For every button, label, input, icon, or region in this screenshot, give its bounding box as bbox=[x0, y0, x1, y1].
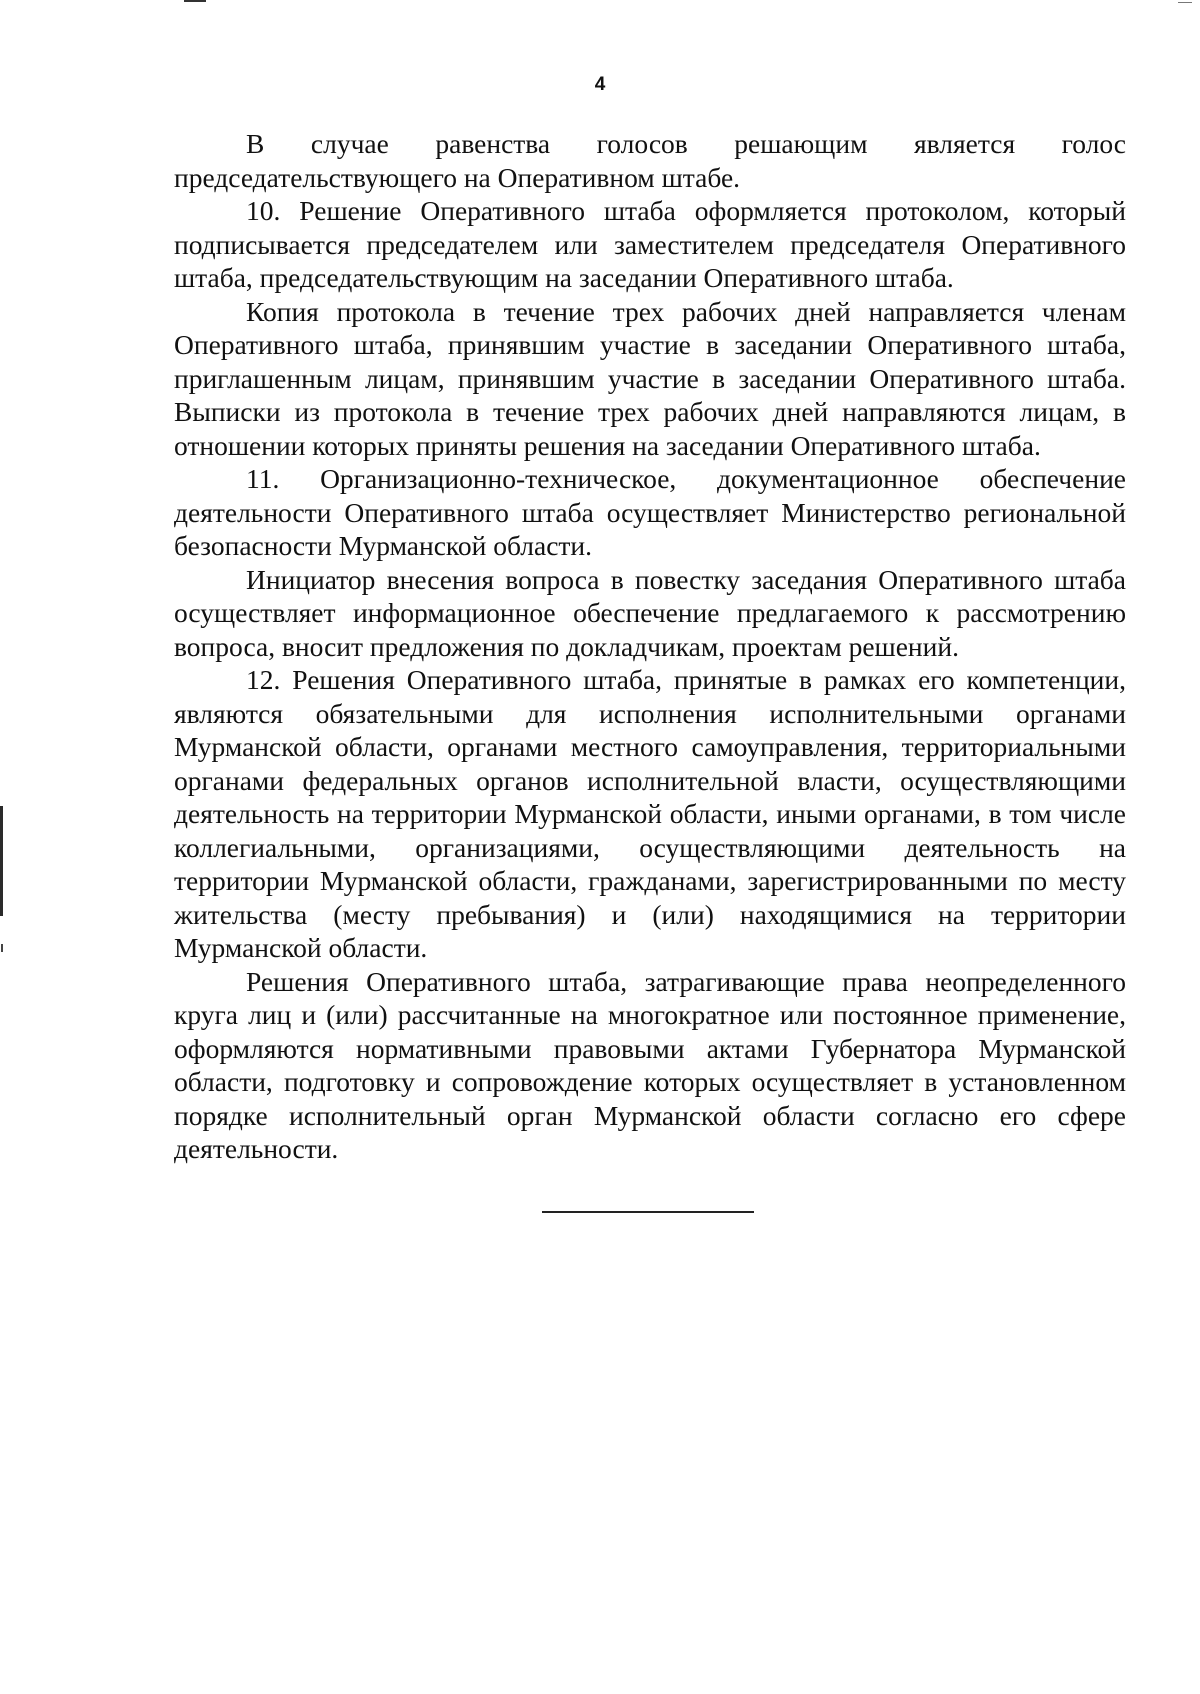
scan-edge-mark bbox=[1178, 2, 1192, 3]
scan-edge-mark bbox=[0, 806, 3, 916]
scan-edge-mark bbox=[1, 944, 3, 952]
paragraph: Решения Оперативного штаба, затрагивающие права неопределенного круга лиц и (или) рассчитанные на многократное или постоянное применение, оформляются нормативными правовыми актами Губернатора Мурманской области, подготовку и сопровождение которых осуществляет в установленном порядке исполнительный орган Мурманской области согласно его сфере деятельности. bbox=[174, 965, 1126, 1164]
paragraph: Инициатор внесения вопроса в повестку заседания Оперативного штаба осуществляет информационное обеспечение предлагаемого к рассмотрению вопроса, вносит предложения по докладчикам, проектам решений. bbox=[174, 563, 1126, 662]
end-of-document-rule bbox=[542, 1211, 754, 1213]
document-body bbox=[174, 127, 1126, 1166]
paragraph: 11. Организационно-техническое, документационное обеспечение деятельности Оперативного штаба осуществляет Министерство региональной безопасности Мурманской области. bbox=[174, 463, 1126, 561]
paragraph: 12. Решения Оперативного штаба, принятые в рамках его компетенции, являются обязательными для исполнения исполнительными органами Мурманской области, органами местного самоуправления, территориальными органами федеральных органов исполнительной власти, осуществляющими деятельность на территории Мурманской области, иными органами, в том числе коллегиальными, организациями, осуществляющими деятельность на территории Мурманской области, гражданами, зарегистрированными по месту жительства (месту пребывания) и (или) находящимися на территории Мурманской области. bbox=[174, 664, 1126, 963]
scan-edge-mark bbox=[184, 0, 206, 2]
paragraph: 10. Решение Оперативного штаба оформляется протоколом, который подписывается председателем или заместителем председателя Оперативного штаба, председательствующим на заседании Оперативного штаба. bbox=[174, 195, 1126, 293]
paragraph: В случае равенства голосов решающим является голос председательствующего на Оперативном штабе. bbox=[174, 128, 1126, 193]
paragraph: Копия протокола в течение трех рабочих дней направляется членам Оперативного штаба, принявшим участие в заседании Оперативного штаба, приглашенным лицам, принявшим участие в заседании Оперативного штаба. Выписки из протокола в течение трех рабочих дней направляются лицам, в отношении которых приняты решения на заседании Оперативного штаба. bbox=[174, 295, 1126, 461]
page-number: 4 bbox=[594, 74, 606, 95]
